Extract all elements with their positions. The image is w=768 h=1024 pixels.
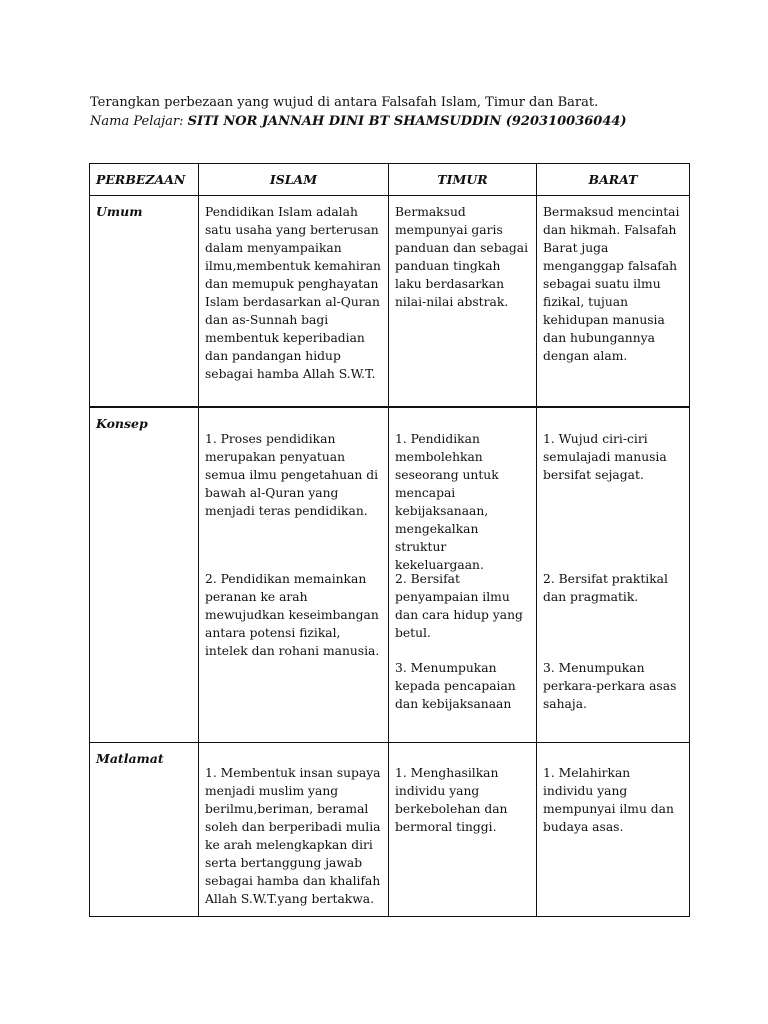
header-perbezaan: PERBEZAAN (90, 164, 199, 196)
cell-konsep-barat (537, 407, 690, 743)
matlamat-timur-point-1: 1. Menghasilkan individu yang berkebolehan dan bermoral tinggi. (395, 766, 508, 834)
cell-konsep-timur (389, 407, 537, 743)
row-label-cell (90, 407, 199, 743)
cell-matlamat-timur (389, 743, 537, 917)
cell-umum-islam (199, 196, 389, 408)
row-label-cell (90, 196, 199, 408)
cell-matlamat-islam (199, 743, 389, 917)
student-line (90, 112, 730, 131)
comparison-table (89, 163, 690, 917)
konsep-barat-point-2: 2. Bersifat praktikal dan pragmatik. (543, 572, 668, 604)
cell-konsep-islam (199, 407, 389, 743)
header-islam: ISLAM (199, 164, 389, 196)
table-row-matlamat (90, 743, 690, 917)
umum-barat-text: Bermaksud mencintai dan hikmah. Falsafah Barat juga menganggap falsafah sebagai suatu ilmu fizikal, tujuan kehidupan manusia dan hubungannya dengan alam. (543, 205, 680, 363)
konsep-timur-point-1: 1. Pendidikan membolehkan seseorang untuk mencapai kebijaksanaan, mengekalkan struktur kekeluargaan. (395, 432, 499, 572)
row-label-cell (90, 743, 199, 917)
row-label-matlamat: Matlamat (96, 751, 164, 766)
table-row-umum (90, 196, 690, 408)
row-label-konsep: Konsep (96, 416, 148, 431)
konsep-islam-point-2: 2. Pendidikan memainkan peranan ke arah mewujudkan keseimbangan antara potensi fizikal, intelek dan rohani manusia. (205, 572, 380, 658)
konsep-barat-point-1: 1. Wujud ciri-ciri semulajadi manusia bersifat sejagat. (543, 432, 667, 482)
matlamat-barat-point-1: 1. Melahirkan individu yang mempunyai ilmu dan budaya asas. (543, 766, 674, 834)
table-row-konsep (90, 407, 690, 743)
matlamat-islam-point-1: 1. Membentuk insan supaya menjadi muslim yang berilmu,beriman, beramal soleh dan berperibadi mulia ke arah melengkapkan diri serta bertanggung jawab sebagai hamba dan khalifah Allah S.W.T.yang bertakwa. (205, 766, 381, 906)
header-barat: BARAT (537, 164, 690, 196)
konsep-timur-point-3: 3. Menumpukan kepada pencapaian dan kebijaksanaan (395, 661, 516, 711)
umum-islam-text: Pendidikan Islam adalah satu usaha yang berterusan dalam menyampaikan ilmu,membentuk kemahiran dan memupuk penghayatan Islam berdasarkan al-Quran dan as-Sunnah bagi membentuk keperibadian dan pandangan hidup sebagai hamba Allah S.W.T. (205, 205, 381, 381)
student-name: SITI NOR JANNAH DINI BT SHAMSUDDIN (920310036044) (187, 114, 627, 129)
konsep-timur-point-2: 2. Bersifat penyampaian ilmu dan cara hidup yang betul. (395, 572, 523, 640)
student-label: Nama Pelajar: (90, 114, 188, 129)
question-text: Terangkan perbezaan yang wujud di antara Falsafah Islam, Timur dan Barat. (90, 95, 599, 110)
table-header-row (90, 164, 690, 196)
cell-umum-barat (537, 196, 690, 408)
konsep-islam-point-1: 1. Proses pendidikan merupakan penyatuan semua ilmu pengetahuan di bawah al-Quran yang menjadi teras pendidikan. (205, 432, 379, 518)
document-header (90, 93, 730, 131)
header-timur: TIMUR (389, 164, 537, 196)
konsep-barat-point-3: 3. Menumpukan perkara-perkara asas sahaja. (543, 661, 677, 711)
umum-timur-text: Bermaksud mempunyai garis panduan dan sebagai panduan tingkah laku berdasarkan nilai-nilai abstrak. (395, 205, 529, 309)
cell-matlamat-barat (537, 743, 690, 917)
cell-umum-timur (389, 196, 537, 408)
row-label-umum: Umum (96, 204, 143, 219)
